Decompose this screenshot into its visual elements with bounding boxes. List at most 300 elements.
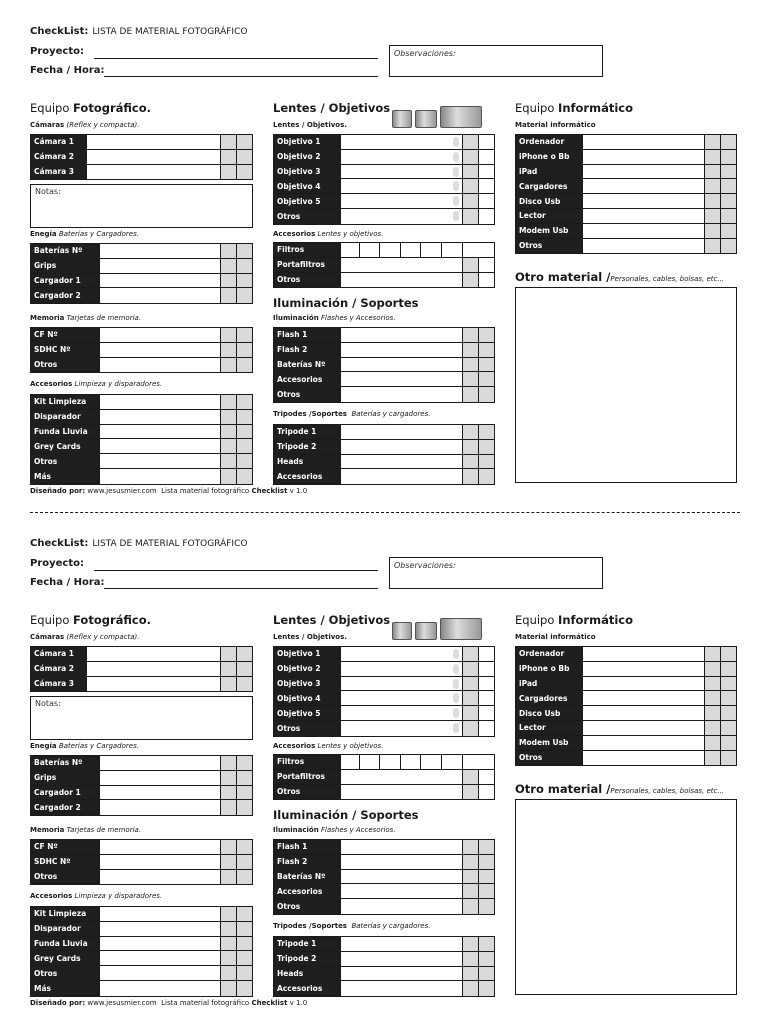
- row-field[interactable]: [582, 179, 704, 193]
- datetime-field[interactable]: [104, 76, 378, 77]
- row-field[interactable]: [582, 209, 704, 223]
- table-row: [274, 677, 494, 692]
- observations-box[interactable]: [389, 557, 603, 589]
- filter-cells[interactable]: [340, 243, 494, 257]
- check-cell[interactable]: [236, 756, 252, 770]
- row-field[interactable]: [582, 677, 704, 691]
- check-cell[interactable]: [462, 952, 478, 966]
- check-cell[interactable]: [236, 439, 252, 453]
- check-cell[interactable]: [704, 706, 720, 720]
- check-cell[interactable]: [220, 454, 236, 468]
- check-cell[interactable]: [236, 855, 252, 869]
- table-row: [516, 239, 736, 254]
- row-field[interactable]: [99, 907, 220, 921]
- row-field[interactable]: [582, 150, 704, 164]
- row-label: Objetivo 4: [274, 179, 340, 193]
- check-cell[interactable]: [462, 677, 478, 691]
- check-cell[interactable]: [720, 179, 736, 193]
- check-cell[interactable]: [236, 135, 252, 149]
- row-field[interactable]: [340, 194, 462, 208]
- check-cell[interactable]: [236, 343, 252, 357]
- check-cell[interactable]: [478, 440, 494, 454]
- row-field[interactable]: [582, 662, 704, 676]
- table-row: [31, 135, 252, 150]
- check-cell[interactable]: [462, 209, 478, 224]
- check-cell[interactable]: [236, 922, 252, 936]
- check-cell[interactable]: [462, 455, 478, 469]
- row-field[interactable]: [99, 244, 220, 258]
- project-label: Proyecto:: [30, 46, 85, 57]
- row-field[interactable]: [86, 662, 220, 676]
- check-cell[interactable]: [478, 662, 494, 676]
- check-cell[interactable]: [462, 855, 478, 869]
- row-field[interactable]: [340, 273, 462, 288]
- table-row: [516, 135, 736, 150]
- check-cell[interactable]: [720, 706, 736, 720]
- observations-box[interactable]: [389, 45, 603, 77]
- check-cell[interactable]: [478, 981, 494, 996]
- row-field[interactable]: [340, 870, 462, 884]
- check-cell[interactable]: [220, 771, 236, 785]
- check-cell[interactable]: [220, 288, 236, 303]
- tripods-subtitle: Tripodes /Soportes Baterías y cargadores.: [273, 922, 431, 930]
- check-cell[interactable]: [478, 691, 494, 705]
- check-cell[interactable]: [478, 721, 494, 736]
- check-cell[interactable]: [462, 135, 478, 149]
- row-field[interactable]: [582, 239, 704, 254]
- check-cell[interactable]: [478, 855, 494, 869]
- check-cell[interactable]: [220, 358, 236, 373]
- check-cell[interactable]: [720, 751, 736, 766]
- row-field[interactable]: [86, 165, 220, 180]
- check-cell[interactable]: [720, 721, 736, 735]
- check-cell[interactable]: [462, 165, 478, 179]
- check-cell[interactable]: [704, 165, 720, 179]
- check-cell[interactable]: [462, 194, 478, 208]
- row-field[interactable]: [582, 135, 704, 149]
- check-cell[interactable]: [478, 179, 494, 193]
- row-field[interactable]: [99, 786, 220, 800]
- datetime-field[interactable]: [104, 588, 378, 589]
- check-cell[interactable]: [478, 258, 494, 272]
- check-cell[interactable]: [478, 387, 494, 402]
- check-cell[interactable]: [704, 736, 720, 750]
- check-cell[interactable]: [220, 259, 236, 273]
- row-field[interactable]: [582, 721, 704, 735]
- check-cell[interactable]: [220, 274, 236, 288]
- row-field[interactable]: [582, 224, 704, 238]
- check-cell[interactable]: [462, 937, 478, 951]
- row-field[interactable]: [340, 662, 462, 676]
- row-field[interactable]: [582, 706, 704, 720]
- check-cell[interactable]: [478, 194, 494, 208]
- notes-box[interactable]: [30, 696, 253, 740]
- check-cell[interactable]: [704, 224, 720, 238]
- checklist-copy-bottom: [0, 512, 768, 1012]
- check-cell[interactable]: [220, 840, 236, 854]
- check-cell[interactable]: [220, 786, 236, 800]
- check-cell[interactable]: [720, 239, 736, 254]
- table-row: [516, 721, 736, 736]
- check-cell[interactable]: [720, 150, 736, 164]
- row-field[interactable]: [99, 966, 220, 980]
- check-cell[interactable]: [236, 410, 252, 424]
- lens-icon: [453, 649, 459, 659]
- check-cell[interactable]: [236, 951, 252, 965]
- check-cell[interactable]: [720, 135, 736, 149]
- check-cell[interactable]: [462, 662, 478, 676]
- check-cell[interactable]: [704, 150, 720, 164]
- check-cell[interactable]: [236, 358, 252, 373]
- row-field[interactable]: [582, 194, 704, 208]
- table-row: [31, 937, 252, 952]
- check-cell[interactable]: [236, 662, 252, 676]
- check-cell[interactable]: [704, 721, 720, 735]
- row-label: iPad: [516, 677, 582, 691]
- check-cell[interactable]: [478, 209, 494, 224]
- row-field[interactable]: [99, 425, 220, 439]
- check-cell[interactable]: [478, 372, 494, 386]
- check-cell[interactable]: [220, 981, 236, 996]
- notes-box[interactable]: [30, 184, 253, 228]
- table-row: [31, 244, 252, 259]
- row-field[interactable]: [582, 647, 704, 661]
- table-row: [31, 425, 252, 440]
- check-cell[interactable]: [462, 721, 478, 736]
- check-cell[interactable]: [478, 899, 494, 914]
- check-cell[interactable]: [236, 677, 252, 692]
- check-cell[interactable]: [478, 273, 494, 288]
- row-field[interactable]: [340, 981, 462, 996]
- check-cell[interactable]: [462, 469, 478, 484]
- check-cell[interactable]: [704, 662, 720, 676]
- row-field[interactable]: [340, 691, 462, 705]
- check-cell[interactable]: [478, 785, 494, 800]
- lens-icon: [453, 723, 459, 733]
- check-cell[interactable]: [220, 395, 236, 409]
- row-field[interactable]: [340, 706, 462, 720]
- row-field[interactable]: [340, 840, 462, 854]
- cameras-table: [30, 646, 253, 692]
- check-cell[interactable]: [220, 647, 236, 661]
- row-field[interactable]: [340, 135, 462, 149]
- check-cell[interactable]: [478, 770, 494, 784]
- check-cell[interactable]: [220, 135, 236, 149]
- check-cell[interactable]: [462, 372, 478, 386]
- row-field[interactable]: [99, 395, 220, 409]
- check-cell[interactable]: [478, 328, 494, 342]
- row-field[interactable]: [340, 343, 462, 357]
- check-cell[interactable]: [462, 343, 478, 357]
- row-field[interactable]: [340, 150, 462, 164]
- row-field[interactable]: [582, 736, 704, 750]
- row-label: Lector: [516, 209, 582, 223]
- row-label: Tripode 1: [274, 937, 340, 951]
- check-cell[interactable]: [478, 706, 494, 720]
- row-field[interactable]: [340, 721, 462, 736]
- check-cell[interactable]: [220, 756, 236, 770]
- row-field[interactable]: [99, 951, 220, 965]
- check-cell[interactable]: [478, 165, 494, 179]
- row-field[interactable]: [99, 756, 220, 770]
- check-cell[interactable]: [478, 455, 494, 469]
- check-cell[interactable]: [462, 440, 478, 454]
- check-cell[interactable]: [478, 840, 494, 854]
- check-cell[interactable]: [236, 647, 252, 661]
- row-field[interactable]: [340, 647, 462, 661]
- table-row: [274, 755, 494, 770]
- table-row: [274, 440, 494, 455]
- row-field[interactable]: [99, 469, 220, 484]
- energy-subtitle: Enegía Baterías y Cargadores.: [30, 230, 139, 238]
- check-cell[interactable]: [220, 439, 236, 453]
- tripods-subtitle: Tripodes /Soportes Baterías y cargadores.: [273, 410, 431, 418]
- check-cell[interactable]: [462, 899, 478, 914]
- other-material-box[interactable]: [515, 287, 737, 483]
- row-field[interactable]: [340, 967, 462, 981]
- check-cell[interactable]: [478, 135, 494, 149]
- check-cell[interactable]: [720, 691, 736, 705]
- row-field[interactable]: [340, 387, 462, 402]
- check-cell[interactable]: [462, 981, 478, 996]
- row-field[interactable]: [340, 328, 462, 342]
- row-label: Cargador 2: [31, 800, 99, 815]
- row-field[interactable]: [340, 455, 462, 469]
- row-field[interactable]: [99, 328, 220, 342]
- row-field[interactable]: [99, 800, 220, 815]
- row-label: Accesorios: [274, 469, 340, 484]
- check-cell[interactable]: [704, 194, 720, 208]
- check-cell[interactable]: [462, 387, 478, 402]
- check-cell[interactable]: [220, 165, 236, 180]
- row-field[interactable]: [86, 647, 220, 661]
- project-field[interactable]: [94, 570, 378, 571]
- row-field[interactable]: [582, 165, 704, 179]
- other-material-box[interactable]: [515, 799, 737, 995]
- table-row: [31, 454, 252, 469]
- check-cell[interactable]: [236, 981, 252, 996]
- check-cell[interactable]: [478, 884, 494, 898]
- check-cell[interactable]: [462, 706, 478, 720]
- row-field[interactable]: [86, 150, 220, 164]
- check-cell[interactable]: [236, 800, 252, 815]
- check-cell[interactable]: [462, 425, 478, 439]
- row-field[interactable]: [340, 440, 462, 454]
- check-cell[interactable]: [236, 259, 252, 273]
- row-field[interactable]: [340, 677, 462, 691]
- check-cell[interactable]: [462, 150, 478, 164]
- row-label: Grips: [31, 771, 99, 785]
- row-field[interactable]: [582, 691, 704, 705]
- check-cell[interactable]: [462, 258, 478, 272]
- filter-cells[interactable]: [340, 755, 494, 769]
- check-cell[interactable]: [704, 677, 720, 691]
- row-field[interactable]: [340, 179, 462, 193]
- check-cell[interactable]: [236, 425, 252, 439]
- check-cell[interactable]: [220, 662, 236, 676]
- check-cell[interactable]: [720, 194, 736, 208]
- check-cell[interactable]: [236, 907, 252, 921]
- check-cell[interactable]: [462, 770, 478, 784]
- row-field[interactable]: [340, 937, 462, 951]
- row-label: Otros: [274, 899, 340, 914]
- check-cell[interactable]: [478, 677, 494, 691]
- check-cell[interactable]: [220, 677, 236, 692]
- table-row: [274, 372, 494, 387]
- check-cell[interactable]: [720, 662, 736, 676]
- row-label: Objetivo 3: [274, 677, 340, 691]
- check-cell[interactable]: [236, 150, 252, 164]
- row-field[interactable]: [340, 165, 462, 179]
- row-field[interactable]: [99, 259, 220, 273]
- row-field[interactable]: [99, 288, 220, 303]
- check-cell[interactable]: [236, 840, 252, 854]
- check-cell[interactable]: [720, 736, 736, 750]
- check-cell[interactable]: [220, 410, 236, 424]
- row-field[interactable]: [582, 751, 704, 766]
- row-field[interactable]: [86, 135, 220, 149]
- check-cell[interactable]: [462, 884, 478, 898]
- check-cell[interactable]: [462, 179, 478, 193]
- check-cell[interactable]: [462, 273, 478, 288]
- memory-table: [30, 327, 253, 373]
- check-cell[interactable]: [704, 135, 720, 149]
- row-field[interactable]: [340, 258, 462, 272]
- row-label: Filtros: [274, 243, 340, 257]
- table-row: [274, 194, 494, 209]
- check-cell[interactable]: [720, 647, 736, 661]
- row-field[interactable]: [99, 870, 220, 885]
- check-cell[interactable]: [220, 150, 236, 164]
- row-field[interactable]: [99, 358, 220, 373]
- row-field[interactable]: [340, 884, 462, 898]
- row-field[interactable]: [99, 855, 220, 869]
- project-field[interactable]: [94, 58, 378, 59]
- check-cell[interactable]: [478, 870, 494, 884]
- row-field[interactable]: [340, 899, 462, 914]
- row-field[interactable]: [99, 840, 220, 854]
- row-field[interactable]: [99, 922, 220, 936]
- check-cell[interactable]: [236, 771, 252, 785]
- row-label: Otros: [274, 209, 340, 224]
- check-cell[interactable]: [236, 469, 252, 484]
- accessories-subtitle: Accesorios Limpieza y disparadores.: [30, 380, 163, 388]
- row-field[interactable]: [340, 855, 462, 869]
- check-cell[interactable]: [704, 179, 720, 193]
- check-cell[interactable]: [462, 870, 478, 884]
- check-cell[interactable]: [236, 870, 252, 885]
- check-cell[interactable]: [704, 751, 720, 766]
- check-cell[interactable]: [220, 907, 236, 921]
- computer-table: [515, 646, 737, 766]
- check-cell[interactable]: [236, 244, 252, 258]
- check-cell[interactable]: [478, 150, 494, 164]
- check-cell[interactable]: [462, 967, 478, 981]
- check-cell[interactable]: [220, 922, 236, 936]
- check-cell[interactable]: [236, 786, 252, 800]
- check-cell[interactable]: [720, 209, 736, 223]
- check-cell[interactable]: [236, 165, 252, 180]
- check-cell[interactable]: [220, 800, 236, 815]
- check-cell[interactable]: [220, 966, 236, 980]
- row-field[interactable]: [86, 677, 220, 692]
- row-field[interactable]: [99, 439, 220, 453]
- check-cell[interactable]: [720, 224, 736, 238]
- check-cell[interactable]: [236, 454, 252, 468]
- row-field[interactable]: [99, 771, 220, 785]
- check-cell[interactable]: [220, 328, 236, 342]
- check-cell[interactable]: [462, 840, 478, 854]
- check-cell[interactable]: [220, 951, 236, 965]
- table-row: [274, 770, 494, 785]
- check-cell[interactable]: [220, 855, 236, 869]
- check-cell[interactable]: [704, 691, 720, 705]
- check-cell[interactable]: [220, 343, 236, 357]
- row-field[interactable]: [340, 770, 462, 784]
- check-cell[interactable]: [220, 469, 236, 484]
- check-cell[interactable]: [478, 952, 494, 966]
- row-field[interactable]: [99, 937, 220, 951]
- check-cell[interactable]: [478, 425, 494, 439]
- table-row: [31, 922, 252, 937]
- check-cell[interactable]: [720, 165, 736, 179]
- check-cell[interactable]: [220, 425, 236, 439]
- check-cell[interactable]: [462, 785, 478, 800]
- row-field[interactable]: [99, 343, 220, 357]
- check-cell[interactable]: [462, 328, 478, 342]
- check-cell[interactable]: [462, 691, 478, 705]
- check-cell[interactable]: [236, 937, 252, 951]
- check-cell[interactable]: [220, 937, 236, 951]
- check-cell[interactable]: [478, 937, 494, 951]
- check-cell[interactable]: [704, 239, 720, 254]
- row-field[interactable]: [99, 454, 220, 468]
- check-cell[interactable]: [236, 966, 252, 980]
- checklist-heading: [30, 26, 247, 37]
- check-cell[interactable]: [478, 343, 494, 357]
- row-field[interactable]: [99, 274, 220, 288]
- table-row: [274, 328, 494, 343]
- check-cell[interactable]: [236, 288, 252, 303]
- check-cell[interactable]: [478, 358, 494, 372]
- table-row: [31, 274, 252, 289]
- check-cell[interactable]: [220, 870, 236, 885]
- check-cell[interactable]: [462, 358, 478, 372]
- row-field[interactable]: [340, 358, 462, 372]
- row-field[interactable]: [99, 410, 220, 424]
- row-field[interactable]: [340, 952, 462, 966]
- row-field[interactable]: [340, 469, 462, 484]
- check-cell[interactable]: [478, 647, 494, 661]
- table-row: [274, 981, 494, 996]
- check-cell[interactable]: [704, 209, 720, 223]
- check-cell[interactable]: [236, 274, 252, 288]
- check-cell[interactable]: [236, 395, 252, 409]
- row-label: Filtros: [274, 755, 340, 769]
- check-cell[interactable]: [478, 967, 494, 981]
- check-cell[interactable]: [704, 647, 720, 661]
- row-field[interactable]: [340, 372, 462, 386]
- row-field[interactable]: [340, 209, 462, 224]
- row-field[interactable]: [340, 425, 462, 439]
- check-cell[interactable]: [220, 244, 236, 258]
- check-cell[interactable]: [462, 647, 478, 661]
- check-cell[interactable]: [720, 677, 736, 691]
- check-cell[interactable]: [478, 469, 494, 484]
- row-field[interactable]: [99, 981, 220, 996]
- check-cell[interactable]: [236, 328, 252, 342]
- row-field[interactable]: [340, 785, 462, 800]
